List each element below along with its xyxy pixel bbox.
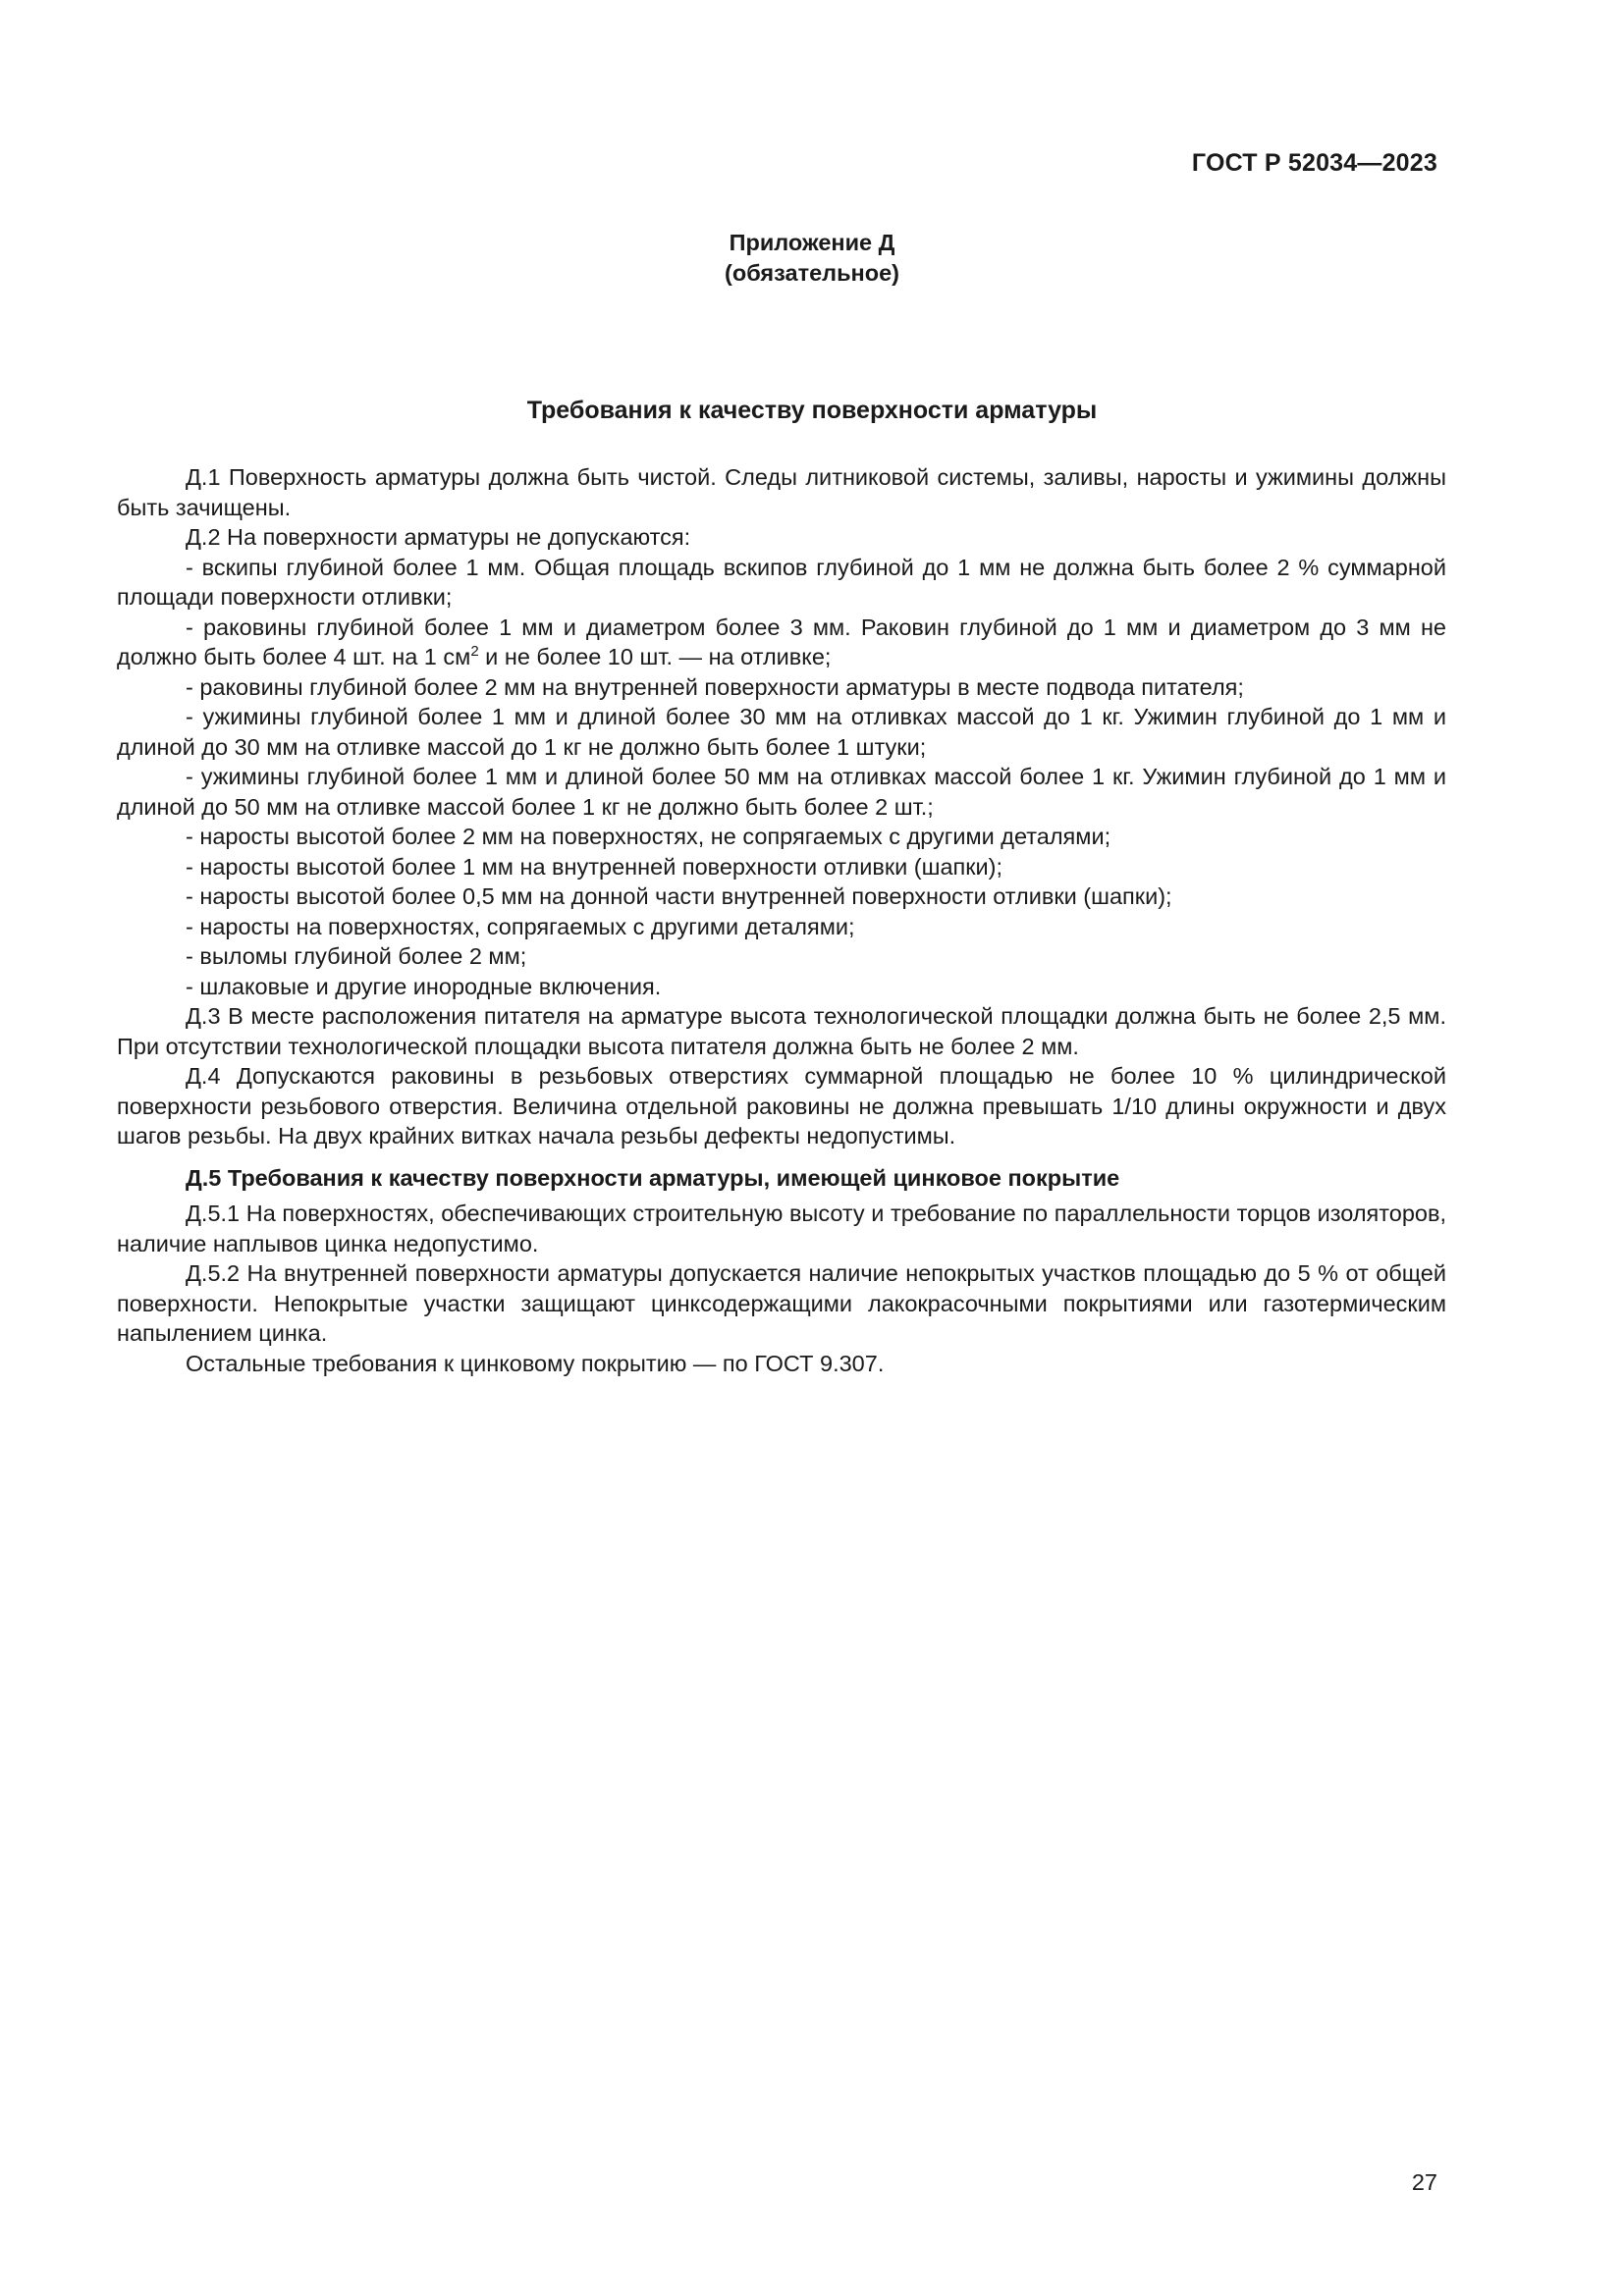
superscript: 2	[470, 643, 479, 660]
document-number: ГОСТ Р 52034—2023	[1191, 149, 1437, 177]
page-number: 27	[1411, 2169, 1437, 2195]
clause-d1: Д.1 Поверхность арматуры должна быть чистой. Следы литниковой системы, заливы, наросты и ужимины должны быть зачищены.	[117, 464, 1446, 520]
clause-d5-2: Д.5.2 На внутренней поверхности арматуры допускается наличие непокрытых участков площадью до 5 % от общей поверхности. Непокрытые участки защищают цинксодержащими лакокрасочными покрытиями или газотермическим напылением цинка.	[117, 1260, 1446, 1346]
annex-title: Требования к качеству поверхности арматуры	[526, 397, 1098, 424]
clause-d4: Д.4 Допускаются раковины в резьбовых отверстиях суммарной площадью не более 10 % цилиндрической поверхности резьбового отверстия. Величина отдельной раковины не должна превышать 1/10 длины окружности и двух шагов резьбы. На двух крайних витках начала резьбы дефекты недопустимы.	[117, 1063, 1446, 1148]
list-item: - наросты на поверхностях, сопрягаемых с другими деталями;	[186, 913, 855, 939]
list-item-text-cont: и не более 10 шт. — на отливке;	[478, 644, 832, 669]
list-item: - шлаковые и другие инородные включения.	[186, 973, 662, 999]
list-item-text: - раковины глубиной более 1 мм и диаметром более 3 мм. Раковин глубиной до 1 мм и диаметром до 3 мм не должно быть более 4 шт. на 1 см	[117, 614, 1446, 669]
list-item: - наросты высотой более 2 мм на поверхностях, не сопрягаемых с другими деталями;	[186, 824, 1111, 849]
clause-d5-1: Д.5.1 На поверхностях, обеспечивающих строительную высоту и требование по параллельности торцов изоляторов, наличие наплывов цинка недопустимо.	[117, 1201, 1446, 1256]
list-item: - раковины глубиной более 2 мм на внутренней поверхности арматуры в месте подвода питателя;	[186, 673, 1244, 700]
clause-d5-rest: Остальные требования к цинковому покрытию — по ГОСТ 9.307.	[186, 1350, 885, 1376]
annex-status: (обязательное)	[725, 260, 899, 286]
list-item: - наросты высотой более 0,5 мм на донной части внутренней поверхности отливки (шапки);	[186, 883, 1172, 909]
list-item: - ужимины глубиной более 1 мм и длиной более 30 мм на отливках массой до 1 кг. Ужимин глубиной до 1 мм и длиной до 30 мм на отливке массой до 1 кг не должно быть более 1 штуки;	[117, 704, 1446, 760]
list-item	[117, 613, 1446, 672]
document-body	[117, 462, 1446, 1378]
list-item: - выломы глубиной более 2 мм;	[186, 943, 527, 969]
annex-heading	[0, 228, 1624, 289]
clause-d5-heading: Д.5 Требования к качеству поверхности арматуры, имеющей цинковое покрытие	[186, 1164, 1120, 1191]
annex-label: Приложение Д	[729, 230, 895, 255]
clause-d3: Д.3 В месте расположения питателя на арматуре высота технологической площадки должна быть не более 2,5 мм. При отсутствии технологической площадки высота питателя должна быть не более 2 мм.	[117, 1003, 1446, 1059]
clause-d2: Д.2 На поверхности арматуры не допускаются:	[186, 524, 691, 550]
list-item: - вскипы глубиной более 1 мм. Общая площадь вскипов глубиной до 1 мм не должна быть более 2 % суммарной площади поверхности отливки;	[117, 554, 1446, 610]
list-item: - наросты высотой более 1 мм на внутренней поверхности отливки (шапки);	[186, 853, 1003, 880]
list-item: - ужимины глубиной более 1 мм и длиной более 50 мм на отливках массой более 1 кг. Ужимин глубиной до 1 мм и длиной до 50 мм на отливке массой более 1 кг не должно быть более 2 шт.;	[117, 764, 1446, 820]
